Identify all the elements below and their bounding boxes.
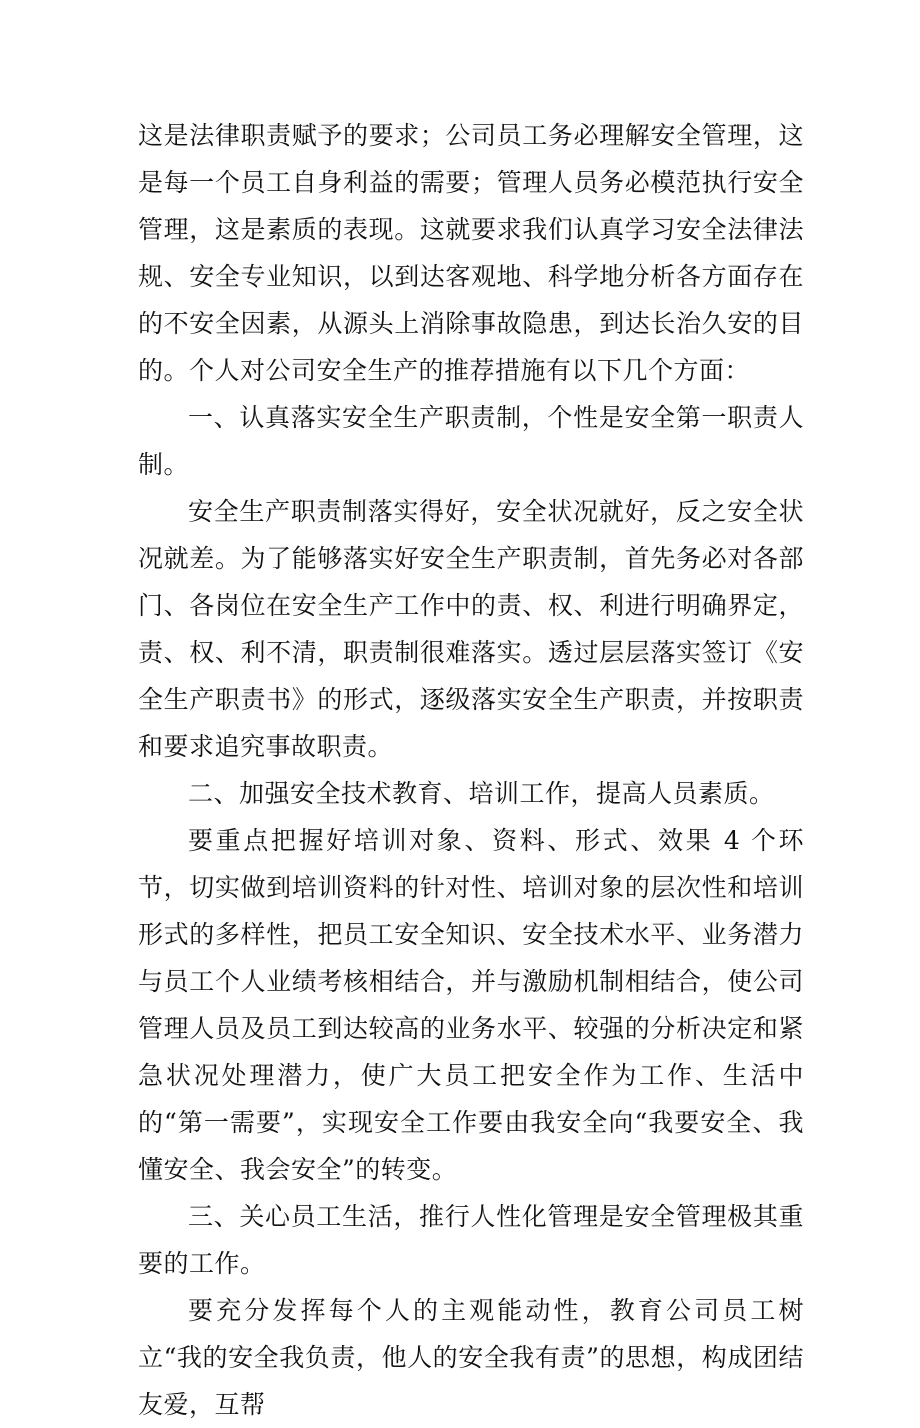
heading-two: 二、加强安全技术教育、培训工作，提高人员素质。 — [188, 779, 775, 808]
document-body — [138, 112, 804, 1428]
paragraph-training: 要重点把握好培训对象、资料、形式、效果 4 个环节，切实做到培训资料的针对性、培训对象的层次性和培训形式的多样性，把员工安全知识、安全技术水平、业务潜力与员工个人业绩考核相结合，并与激励机制相结合，使公司管理人员及员工到达较高的业务水平、较强的分析决定和紧急状况处理潜力，使广大员工把安全作为工作、生活中的“第一需要”，实现安全工作要由我安全向“我要安全、我懂安全、我会安全”的转变。 — [138, 826, 804, 1184]
paragraph-responsibility: 安全生产职责制落实得好，安全状况就好，反之安全状况就差。为了能够落实好安全生产职责制，首先务必对各部门、各岗位在安全生产工作中的责、权、利进行明确界定，责、权、利不清，职责制很难落实。透过层层落实签订《安全生产职责书》的形式，逐级落实安全生产职责，并按职责和要求追究事故职责。 — [138, 497, 804, 761]
paragraph-intro: 这是法律职责赋予的要求；公司员工务必理解安全管理，这是每一个员工自身利益的需要；管理人员务必模范执行安全管理，这是素质的表现。这就要求我们认真学习安全法律法规、安全专业知识，以到达客观地、科学地分析各方面存在的不安全因素，从源头上消除事故隐患，到达长治久安的目的。个人对公司安全生产的推荐措施有以下几个方面： — [138, 121, 804, 385]
paragraph-care: 要充分发挥每个人的主观能动性，教育公司员工树立“我的安全我负责，他人的安全我有责”的思想，构成团结友爱，互帮 — [138, 1296, 804, 1419]
heading-three: 三、关心员工生活，推行人性化管理是安全管理极其重要的工作。 — [138, 1202, 804, 1278]
heading-one: 一、认真落实安全生产职责制，个性是安全第一职责人制。 — [138, 403, 804, 479]
